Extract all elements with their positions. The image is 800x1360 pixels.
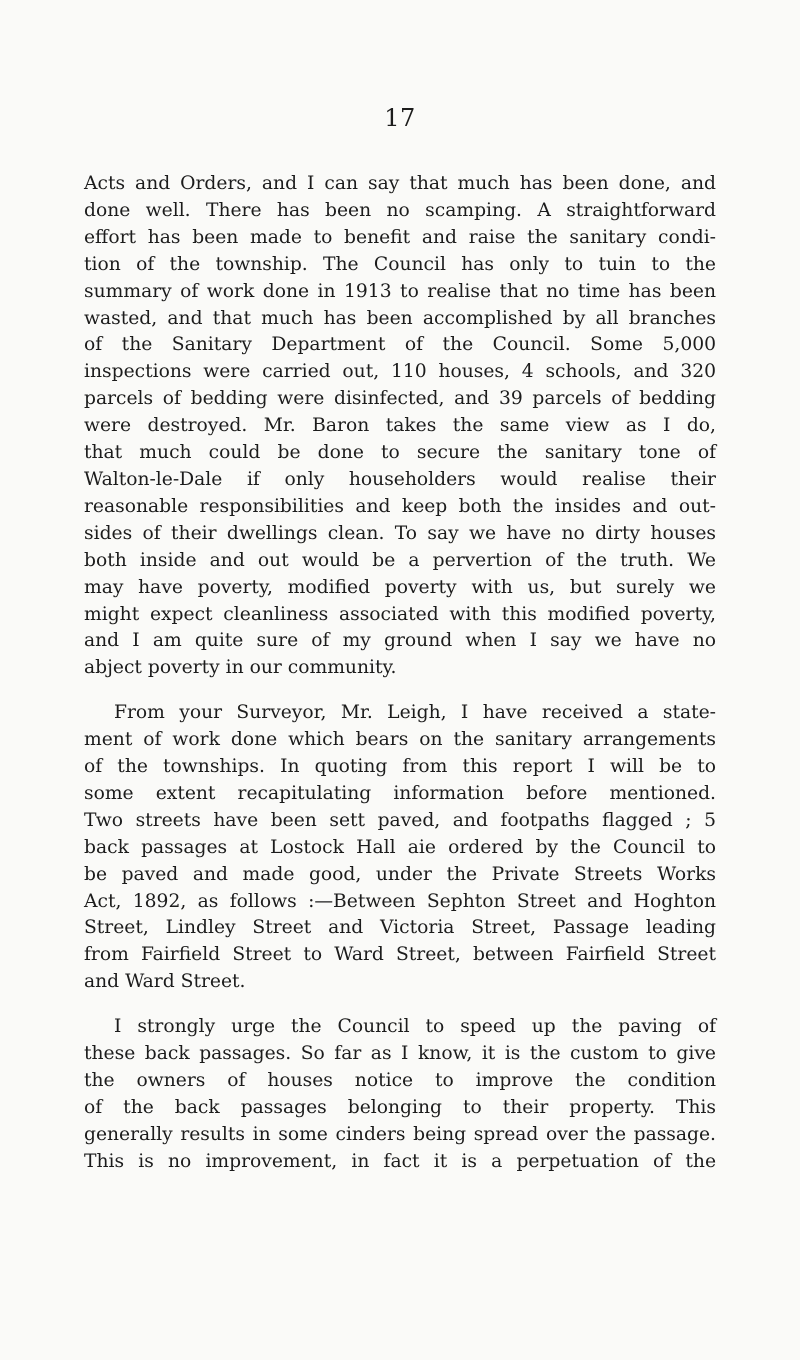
- text-line: may have poverty, modified poverty with us, but surely we: [84, 576, 716, 598]
- text-line: I strongly urge the Council to speed up the paving of: [114, 1016, 716, 1038]
- text-line: inspections were carried out, 110 houses, 4 schools, and 320: [84, 361, 716, 383]
- text-line: might expect cleanliness associated with this modified poverty,: [84, 603, 716, 625]
- text-line: and I am quite sure of my ground when I say we have no: [84, 630, 716, 652]
- text-line: these back passages. So far as I know, it is the custom to give: [84, 1043, 716, 1065]
- text-line: some extent recapitulating information before mentioned.: [84, 782, 716, 804]
- text-line: and Ward Street.: [84, 971, 246, 993]
- text-line: Acts and Orders, and I can say that much has been done, and: [84, 173, 716, 194]
- text-line: that much could be done to secure the sanitary tone of: [84, 442, 716, 464]
- text-line: both inside and out would be a pervertion of the truth. We: [84, 549, 716, 571]
- text-line: from Fairfield Street to Ward Street, between Fairfield Street: [84, 944, 716, 966]
- text-line: parcels of bedding were disinfected, and 39 parcels of bedding: [84, 388, 716, 410]
- text-line: From your Surveyor, Mr. Leigh, I have received a state-: [114, 702, 716, 724]
- text-line: effort has been made to benefit and raise the sanitary condi-: [84, 226, 716, 248]
- text-line: generally results in some cinders being spread over the passage.: [84, 1123, 716, 1145]
- text-line: Two streets have been sett paved, and footpaths flagged ; 5: [84, 809, 716, 831]
- text-line: ment of work done which bears on the sanitary arrangements: [84, 729, 716, 751]
- paragraph-3: [84, 1014, 716, 1175]
- text-line: reasonable responsibilities and keep both the insides and out-: [84, 495, 716, 517]
- text-line: This is no improvement, in fact it is a perpetuation of the: [84, 1150, 716, 1172]
- text-line: of the back passages belonging to their property. This: [84, 1096, 716, 1118]
- paragraph-2: [84, 700, 716, 996]
- text-line: of the townships. In quoting from this report I will be to: [84, 756, 716, 778]
- text-line: Walton-le-Dale if only householders would realise their: [84, 468, 716, 490]
- paragraph-1: [84, 171, 716, 682]
- text-line: Street, Lindley Street and Victoria Street, Passage leading: [84, 917, 716, 939]
- text-line: abject poverty in our community.: [84, 657, 397, 679]
- body-text: [84, 171, 716, 1176]
- text-line: wasted, and that much has been accomplished by all branches: [84, 307, 716, 329]
- text-line: be paved and made good, under the Private Streets Works: [84, 863, 716, 885]
- text-line: back passages at Lostock Hall aie ordered by the Council to: [84, 836, 716, 858]
- text-line: sides of their dwellings clean. To say we have no dirty houses: [84, 522, 716, 544]
- text-line: the owners of houses notice to improve the condition: [84, 1070, 716, 1091]
- page-number: 17: [384, 104, 416, 132]
- text-line: summary of work done in 1913 to realise that no time has been: [84, 280, 716, 302]
- text-line: tion of the township. The Council has only to tuin to the: [84, 253, 716, 275]
- text-line: were destroyed. Mr. Baron takes the same view as I do,: [84, 415, 716, 437]
- text-line: Act, 1892, as follows :—Between Sephton Street and Hoghton: [84, 890, 716, 912]
- text-line: done well. There has been no scamping. A straightforward: [84, 199, 716, 221]
- text-line: of the Sanitary Department of the Council. Some 5,000: [84, 334, 716, 356]
